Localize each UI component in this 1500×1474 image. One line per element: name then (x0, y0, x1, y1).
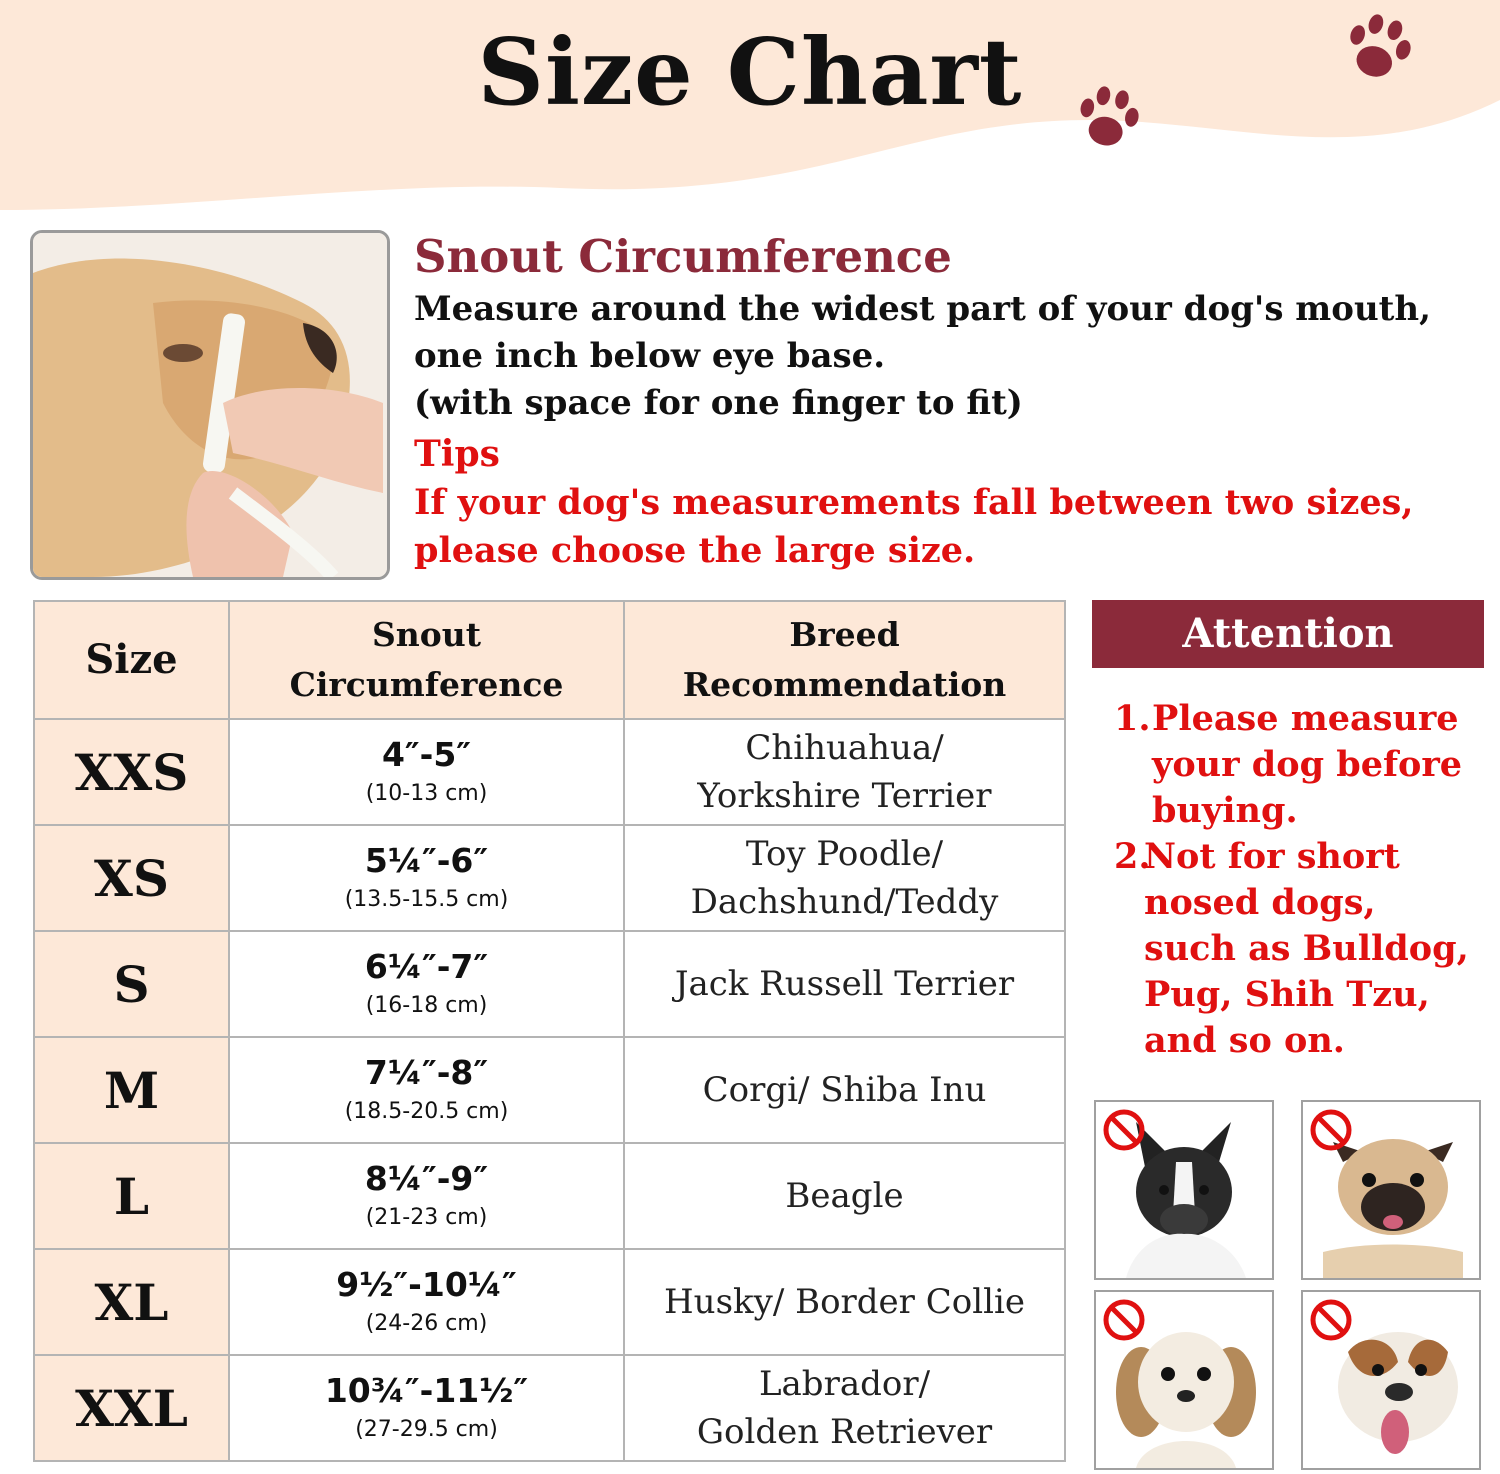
snout-inches: 8¼″-9″ (364, 1159, 489, 1198)
breed-cell: Husky/ Border Collie (624, 1249, 1065, 1355)
table-row (34, 719, 1065, 825)
dog-snout-measuring-photo (30, 230, 390, 580)
table-row (34, 1249, 1065, 1355)
prohibited-icon (1309, 1298, 1353, 1342)
breed-cell: Beagle (624, 1143, 1065, 1249)
prohibited-icon (1102, 1108, 1146, 1152)
size-label: XS (34, 825, 229, 931)
snout-inches: 9½″-10¼″ (336, 1265, 517, 1304)
snout-cm: (16-18 cm) (365, 993, 488, 1018)
snout-cm: (10-13 cm) (365, 781, 488, 806)
snout-cm: (13.5-15.5 cm) (344, 887, 509, 912)
snout-cm: (24-26 cm) (365, 1311, 488, 1336)
intro-section (414, 228, 1494, 575)
instruction-line: (with space for one finger to fit) (414, 383, 1023, 423)
pug-photo (1301, 1100, 1481, 1280)
breed-cell: Chihuahua/ Yorkshire Terrier (624, 719, 1065, 825)
shih-tzu-photo (1094, 1290, 1274, 1470)
section-heading: Snout Circumference (414, 230, 952, 283)
size-label: XL (34, 1249, 229, 1355)
attention-list (1114, 696, 1494, 1064)
size-label: M (34, 1037, 229, 1143)
breed-cell: Toy Poodle/ Dachshund/Teddy (624, 825, 1065, 931)
breed-cell: Corgi/ Shiba Inu (624, 1037, 1065, 1143)
instruction-line: one inch below eye base. (414, 336, 886, 376)
snout-cm: (27-29.5 cm) (355, 1417, 498, 1442)
english-bulldog-photo (1301, 1290, 1481, 1470)
size-label: S (34, 931, 229, 1037)
column-header-size: Size (34, 601, 229, 719)
attention-heading: Attention (1092, 600, 1484, 668)
snout-cell (229, 719, 624, 825)
tips-label: Tips (414, 433, 500, 475)
column-header-snout: Snout Circumference (229, 601, 624, 719)
paw-print-icon (1072, 82, 1144, 158)
snout-inches: 5¼″-6″ (364, 841, 489, 880)
snout-cell (229, 825, 624, 931)
snout-cm: (21-23 cm) (365, 1205, 488, 1230)
size-table (33, 600, 1066, 1462)
snout-cell (229, 1143, 624, 1249)
table-row (34, 1037, 1065, 1143)
size-label: XXS (34, 719, 229, 825)
breed-cell: Labrador/ Golden Retriever (624, 1355, 1065, 1461)
french-bulldog-photo (1094, 1100, 1274, 1280)
size-label: L (34, 1143, 229, 1249)
snout-cm: (18.5-20.5 cm) (344, 1099, 509, 1124)
table-header-row (34, 601, 1065, 719)
page-title: Size Chart (477, 18, 1023, 126)
table-row (34, 1143, 1065, 1249)
attention-number: 2. (1114, 836, 1151, 877)
column-header-breed: Breed Recommendation (624, 601, 1065, 719)
snout-cell (229, 1355, 624, 1461)
attention-item (1114, 696, 1494, 834)
attention-text: Not for short nosed dogs, such as Bulldog, Pug, Shih Tzu, and so on. (1144, 836, 1469, 1061)
snout-cell (229, 931, 624, 1037)
snout-inches: 7¼″-8″ (364, 1053, 489, 1092)
table-row (34, 931, 1065, 1037)
tips-line: please choose the large size. (414, 530, 976, 571)
snout-cell (229, 1249, 624, 1355)
prohibited-icon (1102, 1298, 1146, 1342)
prohibited-icon (1309, 1108, 1353, 1152)
breed-cell: Jack Russell Terrier (624, 931, 1065, 1037)
tips-line: If your dog's measurements fall between two sizes, (414, 482, 1414, 523)
instruction-line: Measure around the widest part of your dog's mouth, (414, 289, 1431, 329)
snout-inches: 4″-5″ (381, 735, 472, 774)
size-label: XXL (34, 1355, 229, 1461)
attention-item (1114, 834, 1494, 1064)
snout-inches: 6¼″-7″ (364, 947, 489, 986)
table-row (34, 825, 1065, 931)
table-row (34, 1355, 1065, 1461)
snout-cell (229, 1037, 624, 1143)
attention-number: 1. (1114, 698, 1151, 739)
attention-text: Please measure your dog before buying. (1152, 698, 1463, 831)
snout-inches: 10¾″-11½″ (324, 1371, 529, 1410)
paw-print-icon (1340, 10, 1416, 90)
